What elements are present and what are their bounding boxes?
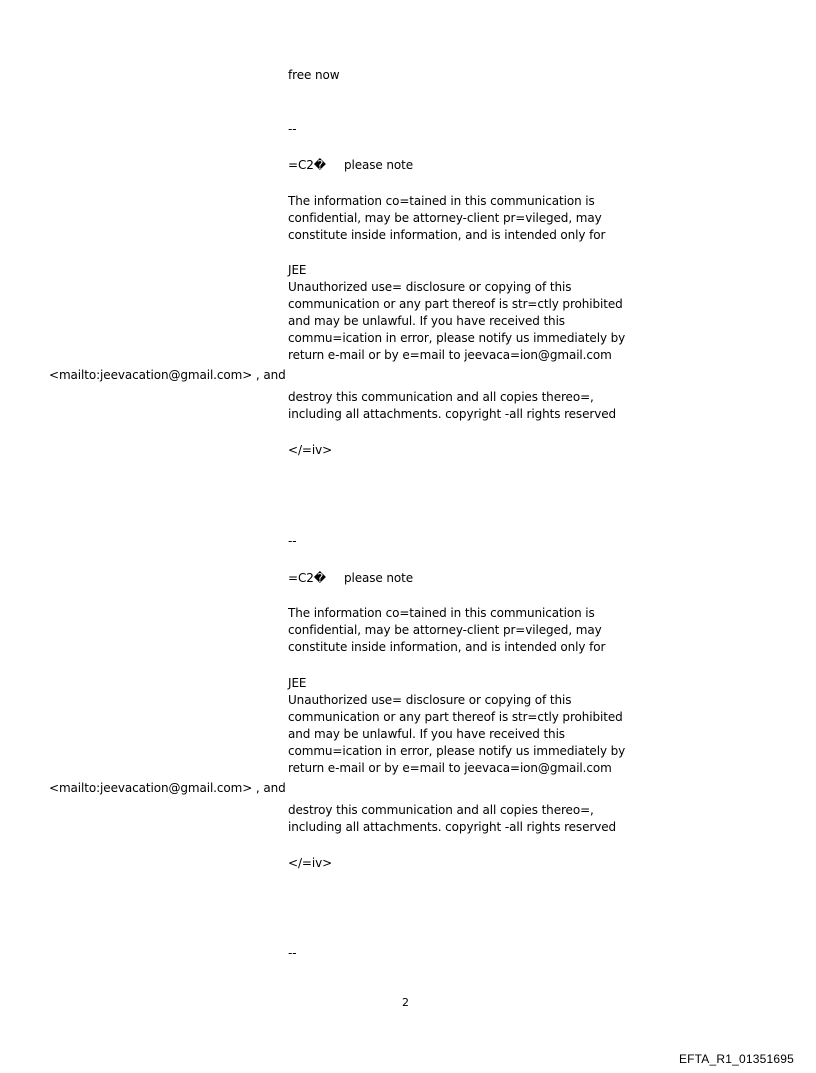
- notice-para3-line-1: destroy this communication and all copies thereo=,: [288, 390, 594, 404]
- notice-para2-line-1: Unauthorized use= disclosure or copying of this: [288, 693, 572, 707]
- notice-para2-line-4: commu=ication in error, please notify us immediately by: [288, 744, 626, 758]
- mailto-link[interactable]: <mailto:jeevacation@gmail.com> , and: [49, 368, 286, 382]
- separator-top: --: [288, 122, 297, 136]
- notice-para1-line-2: confidential, may be attorney-client pr=vileged, may: [288, 211, 602, 225]
- notice-heading-line: [288, 570, 413, 587]
- separator: --: [288, 946, 297, 960]
- notice-para3-line-2: including all attachments. copyright -all rights reserved: [288, 820, 617, 834]
- notice-para2-line-5: return e-mail or by e=mail to jeevaca=ion@gmail.com: [288, 348, 612, 362]
- notice-para2-line-2: communication or any part thereof is str=ctly prohibited: [288, 710, 623, 724]
- mailto-link[interactable]: <mailto:jeevacation@gmail.com> , and: [49, 781, 286, 795]
- notice-para1-line-2: confidential, may be attorney-client pr=vileged, may: [288, 623, 602, 637]
- notice-para1-line-1: The information co=tained in this communication is: [288, 606, 595, 620]
- notice-code: =C2�: [288, 158, 326, 172]
- notice-para1-line-3: constitute inside information, and is intended only for: [288, 228, 606, 242]
- notice-para2-line-3: and may be unlawful. If you have received this: [288, 727, 565, 741]
- notice-code: =C2�: [288, 571, 326, 585]
- notice-para2-line-5: return e-mail or by e=mail to jeevaca=ion@gmail.com: [288, 761, 612, 775]
- notice-para3-line-1: destroy this communication and all copies thereo=,: [288, 803, 594, 817]
- notice-heading: please note: [343, 571, 414, 585]
- notice-heading-line: [288, 157, 413, 174]
- notice-recipient-name: JEE: [288, 263, 307, 277]
- notice-para2-line-3: and may be unlawful. If you have received this: [288, 314, 565, 328]
- closing-tag: </=iv>: [288, 856, 333, 870]
- notice-recipient-name: JEE: [288, 676, 307, 690]
- notice-para2-line-2: communication or any part thereof is str=ctly prohibited: [288, 297, 623, 311]
- closing-tag: </=iv>: [288, 443, 333, 457]
- notice-para2-line-1: Unauthorized use= disclosure or copying of this: [288, 280, 572, 294]
- page-number: 2: [402, 996, 409, 1009]
- separator: --: [288, 534, 297, 548]
- notice-para3-line-2: including all attachments. copyright -all rights reserved: [288, 407, 617, 421]
- notice-para1-line-1: The information co=tained in this communication is: [288, 194, 595, 208]
- notice-para2-line-4: commu=ication in error, please notify us immediately by: [288, 331, 626, 345]
- free-now-text: free now: [288, 68, 340, 82]
- document-id: EFTA_R1_01351695: [678, 1052, 794, 1066]
- notice-heading: please note: [343, 158, 414, 172]
- notice-para1-line-3: constitute inside information, and is intended only for: [288, 640, 606, 654]
